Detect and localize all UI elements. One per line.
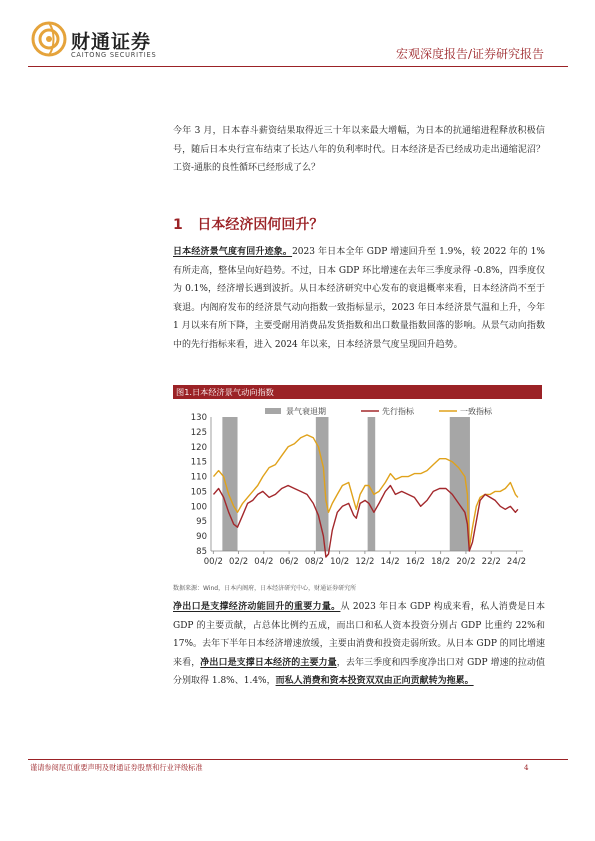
legend-label-1: 先行指标 xyxy=(382,407,414,416)
x-tick-label-9: 18/2 xyxy=(431,557,451,567)
section-title: 1 日本经济因何回升？ xyxy=(173,217,324,233)
y-tick-label-8: 125 xyxy=(190,427,207,438)
figure-caption-bar xyxy=(173,385,542,399)
leading-index-line xyxy=(214,486,518,558)
legend-swatch-0 xyxy=(265,408,281,414)
y-tick-label-5: 110 xyxy=(190,472,207,483)
legend-label-2: 一致指标 xyxy=(460,407,492,416)
paragraph-1-lead: 日本经济景气度有回升迹象。 xyxy=(173,247,293,257)
paragraph-1-text: 2023 年日本全年 GDP 增速回升至 1.9%，较 2022 年的 1%有所走高，整体呈向好趋势。不过，日本 GDP 环比增速在去年三季度录得 -0.8%，四季度仅为 0.1%，经济增长遇到波折。从日本经济研究中心发布的衰退概率来看，日本经济尚不至于衰退。内阁府发布的经济景气动向指数一致指标显示，2023 年日本经济景气温和上升，今年 1 月以来有所下降，主要受耐用消费品发货指数和出口数量指数回落的影响。从景气动向指数中的先行指标来看，进入 2024 年以来，日本经济景气度呈现回升趋势。 xyxy=(173,247,545,350)
intro-paragraph xyxy=(173,122,545,178)
paragraph-2 xyxy=(173,598,545,691)
header xyxy=(0,0,595,72)
y-tick-label-2: 95 xyxy=(196,517,207,528)
logo-chinese-name: 财通证券 xyxy=(71,31,152,53)
business-conditions-chart xyxy=(173,403,543,575)
y-tick-label-6: 115 xyxy=(190,457,207,468)
paragraph-2-bold-2: 而私人消费和资本投资双双由正向贡献转为拖累。 xyxy=(275,676,474,687)
paragraph-2-text-a: 从 2023 年日本 GDP 构成来看，私人消费是日本 GDP 的主要贡献，占总体比例约五成，而出口和私人资本投资分别占 GDP 比重约 22%和 17%。去年下半年日本经济增速放缓，主要由消费和投资走弱所致。从日本 GDP 的同比增速来看， xyxy=(173,602,545,668)
x-tick-label-3: 06/2 xyxy=(279,557,299,567)
y-tick-label-4: 105 xyxy=(190,487,207,498)
y-tick-label-7: 120 xyxy=(190,442,207,453)
coincident-index-line xyxy=(214,435,518,548)
paragraph-1 xyxy=(173,243,545,355)
y-tick-label-9: 130 xyxy=(190,413,207,423)
paragraph-2-lead: 净出口是支撑经济动能回升的重要力量。 xyxy=(173,602,341,612)
recession-band-0 xyxy=(222,417,237,551)
header-rule xyxy=(28,66,568,67)
x-tick-label-10: 20/2 xyxy=(456,557,476,567)
x-tick-label-4: 08/2 xyxy=(304,557,324,567)
x-tick-label-8: 16/2 xyxy=(405,557,425,567)
recession-band-3 xyxy=(450,417,470,551)
caitong-logo-icon xyxy=(31,21,67,57)
recession-band-2 xyxy=(368,417,376,551)
report-type: 宏观深度报告/证券研究报告 xyxy=(396,47,545,61)
y-tick-label-3: 100 xyxy=(190,502,207,513)
figure-source: 数据来源：Wind，日本内阁府，日本经济研究中心，财通证券研究所 xyxy=(173,585,357,592)
paragraph-2-text-b: ，去年三季度和四季度净出口对 GDP 增速的拉动值分别取得 1.8%、1.4%， xyxy=(173,657,545,687)
x-tick-label-6: 12/2 xyxy=(355,557,375,567)
x-tick-label-7: 14/2 xyxy=(380,557,400,567)
footer-rule xyxy=(28,759,568,760)
intro-text: 今年 3 月，日本春斗薪资结果取得近三十年以来最大增幅，为日本的抗通缩进程释放积极信号，随后日本央行宣布结束了长达八年的负利率时代。日本经济是否已经成功走出通缩泥沼？工资-通胀的良性循环已经形成了么？ xyxy=(173,126,545,174)
y-tick-label-0: 85 xyxy=(196,547,207,557)
x-tick-label-2: 04/2 xyxy=(254,557,274,567)
y-tick-label-1: 90 xyxy=(196,532,207,543)
x-tick-label-1: 02/2 xyxy=(229,557,249,567)
footer-disclaimer: 谨请参阅尾页重要声明及财通证券股票和行业评级标准 xyxy=(30,763,203,772)
x-tick-label-12: 24/2 xyxy=(506,557,527,567)
x-tick-label-5: 10/2 xyxy=(330,557,350,567)
figure-caption: 图1.日本经济景气动向指数 xyxy=(176,387,274,397)
paragraph-2-bold: 净出口是支撑日本经济的主要力量 xyxy=(200,657,337,668)
x-tick-label-0: 00/2 xyxy=(203,557,223,567)
legend-label-0: 景气衰退期 xyxy=(286,407,326,416)
logo-english-name: CAITONG SECURITIES xyxy=(71,51,157,59)
x-tick-label-11: 22/2 xyxy=(481,557,501,567)
page-number: 4 xyxy=(524,763,529,772)
